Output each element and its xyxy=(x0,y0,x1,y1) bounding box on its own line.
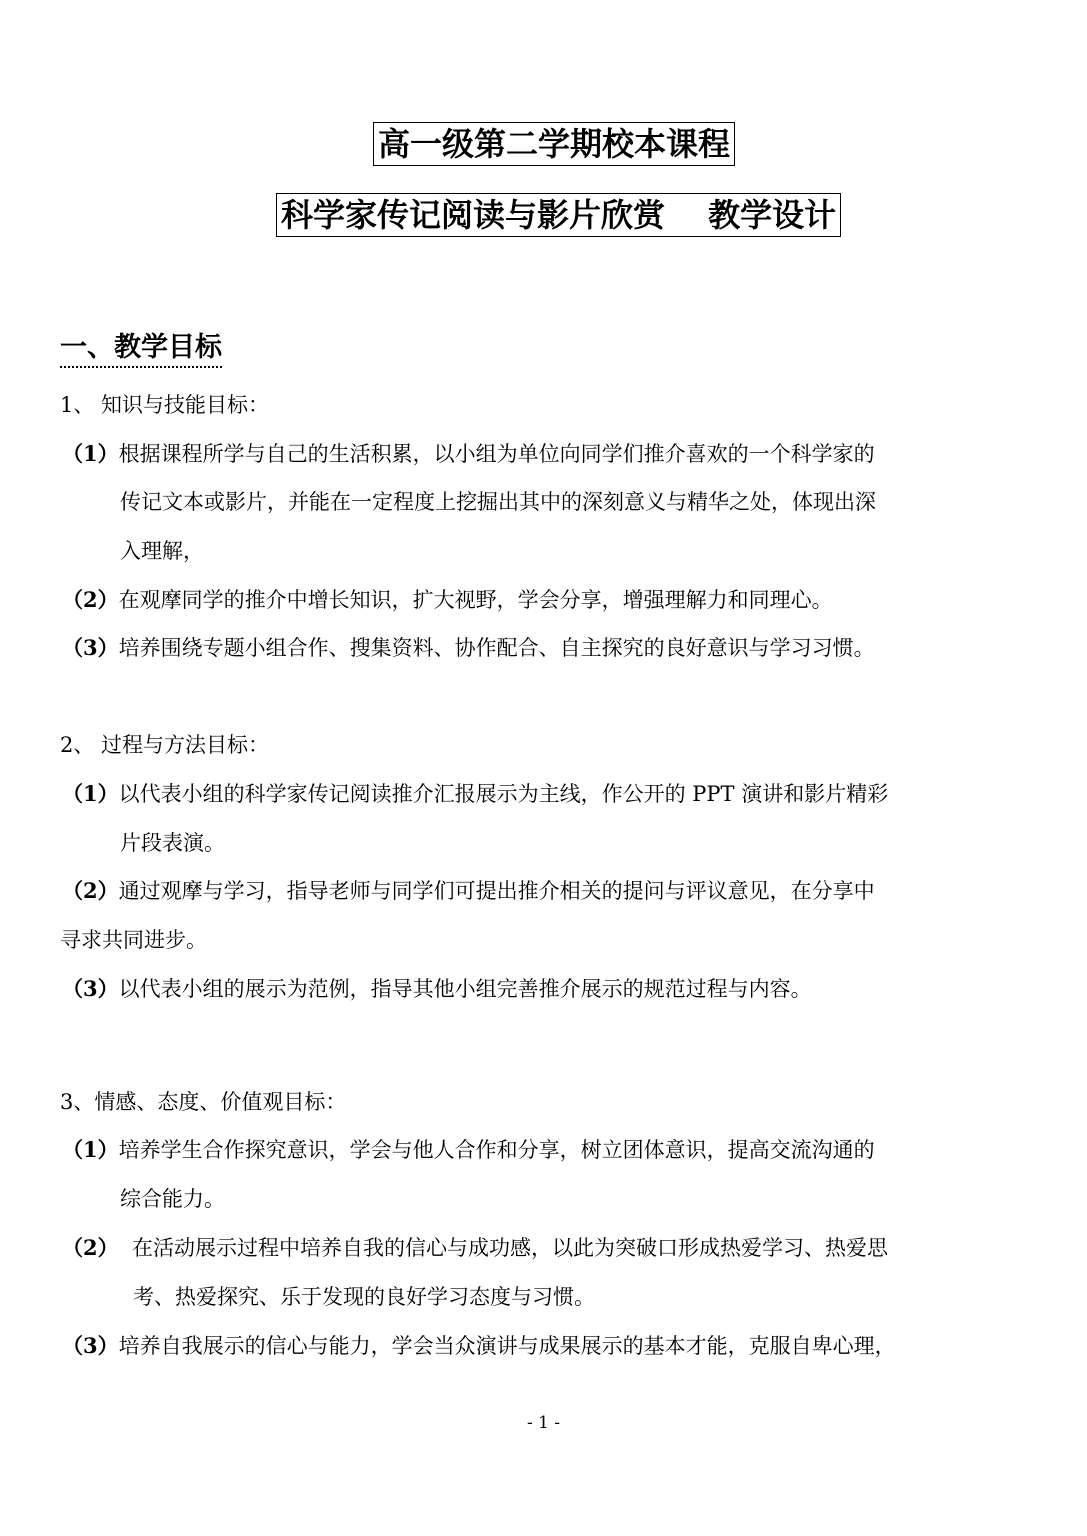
list-item xyxy=(62,779,888,809)
list-marker: （2） xyxy=(62,878,119,903)
list-marker: （3） xyxy=(62,1333,119,1358)
list-text: 根据课程所学与自己的生活积累，以小组为单位向同学们推介喜欢的一个科学家的 xyxy=(118,442,875,466)
list-text: 在活动展示过程中培养自我的信心与成功感，以此为突破口形成热爱学习、热爱思 xyxy=(118,1236,888,1260)
list-item xyxy=(62,1331,896,1361)
document-subtitle: 科学家传记阅读与影片欣赏 教学设计 xyxy=(276,193,841,237)
subsection-label: 3、情感、态度、价值观目标： xyxy=(60,1090,347,1114)
list-marker: （2） xyxy=(62,587,119,612)
list-item xyxy=(62,633,875,663)
list-item xyxy=(62,439,875,469)
list-item-continuation: 寻求共同进步。 xyxy=(60,928,207,952)
list-item-continuation: 片段表演。 xyxy=(120,831,225,855)
list-item-continuation: 考、热爱探究、乐于发现的良好学习态度与习惯。 xyxy=(133,1285,595,1309)
list-text: 在观摩同学的推介中增长知识，扩大视野，学会分享，增强理解力和同理心。 xyxy=(118,588,833,612)
list-text: 培养围绕专题小组合作、搜集资料、协作配合、自主探究的良好意识与学习习惯。 xyxy=(118,636,875,660)
list-marker: （1） xyxy=(62,441,119,466)
list-marker: （1） xyxy=(62,781,119,806)
list-marker: （3） xyxy=(62,635,119,660)
subsection-label: 2、 过程与方法目标： xyxy=(60,733,270,757)
list-text: 培养学生合作探究意识，学会与他人合作和分享，树立团体意识，提高交流沟通的 xyxy=(118,1138,875,1162)
list-text: 以代表小组的科学家传记阅读推介汇报展示为主线，作公开的 PPT 演讲和影片精彩 xyxy=(118,782,889,806)
list-item xyxy=(62,876,875,906)
list-marker: （3） xyxy=(62,976,119,1001)
subsection-label: 1、 知识与技能目标： xyxy=(60,393,270,417)
list-item-continuation: 入理解， xyxy=(120,539,204,563)
list-item xyxy=(62,1233,888,1263)
page-number: - 1 - xyxy=(526,1413,561,1433)
list-marker: （1） xyxy=(62,1137,119,1162)
list-item xyxy=(62,974,812,1004)
list-text: 通过观摩与学习，指导老师与同学们可提出推介相关的提问与评议意见，在分享中 xyxy=(118,879,875,903)
list-item xyxy=(62,585,833,615)
list-text: 培养自我展示的信心与能力，学会当众演讲与成果展示的基本才能，克服自卑心理， xyxy=(118,1334,896,1358)
section-heading: 一、教学目标 xyxy=(60,330,222,368)
list-item-continuation: 综合能力。 xyxy=(120,1187,225,1211)
list-item-continuation: 传记文本或影片，并能在一定程度上挖掘出其中的深刻意义与精华之处，体现出深 xyxy=(120,490,876,514)
list-marker: （2） xyxy=(62,1235,119,1260)
document-title: 高一级第二学期校本课程 xyxy=(373,122,735,166)
list-text: 以代表小组的展示为范例，指导其他小组完善推介展示的规范过程与内容。 xyxy=(118,977,812,1001)
list-item xyxy=(62,1135,875,1165)
